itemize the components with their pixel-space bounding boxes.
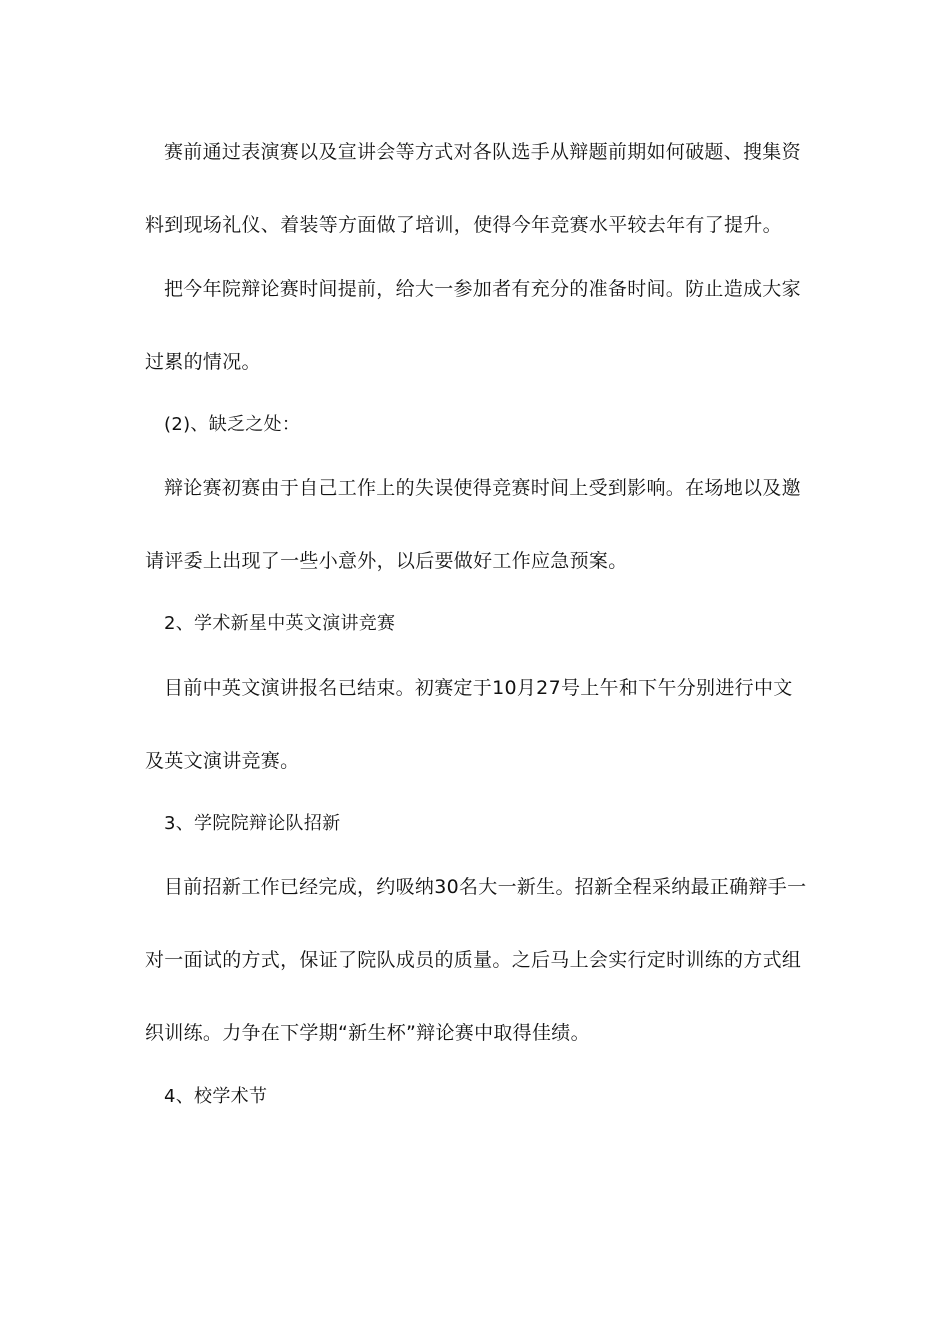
section-heading: 3、学院院辩论队招新 — [164, 813, 341, 834]
paragraph-line: 目前招新工作已经完成，约吸纳30名大一新生。招新全程采纳最正确辩手一 — [164, 876, 807, 898]
paragraph-line: 料到现场礼仪、着装等方面做了培训，使得今年竞赛水平较去年有了提升。 — [145, 214, 782, 236]
section-subheading: (2)、缺乏之处： — [164, 414, 301, 435]
paragraph-line: 对一面试的方式，保证了院队成员的质量。之后马上会实行定时训练的方式组 — [145, 949, 802, 971]
paragraph-line: 及英文演讲竞赛。 — [145, 750, 300, 772]
paragraph-line: 过累的情况。 — [145, 351, 261, 373]
paragraph-line: 请评委上出现了一些小意外，以后要做好工作应急预案。 — [145, 550, 628, 572]
paragraph-line: 把今年院辩论赛时间提前，给大一参加者有充分的准备时间。防止造成大家 — [164, 278, 801, 300]
section-heading: 2、学术新星中英文演讲竞赛 — [164, 613, 396, 634]
paragraph-line: 目前中英文演讲报名已结束。初赛定于10月27号上午和下午分别进行中文 — [164, 677, 793, 699]
paragraph-line: 辩论赛初赛由于自己工作上的失误使得竞赛时间上受到影响。在场地以及邀 — [164, 477, 801, 499]
paragraph-line: 织训练。力争在下学期“新生杯”辩论赛中取得佳绩。 — [145, 1022, 590, 1044]
section-heading: 4、校学术节 — [164, 1086, 268, 1107]
paragraph-line: 赛前通过表演赛以及宣讲会等方式对各队选手从辩题前期如何破题、搜集资 — [164, 141, 801, 163]
